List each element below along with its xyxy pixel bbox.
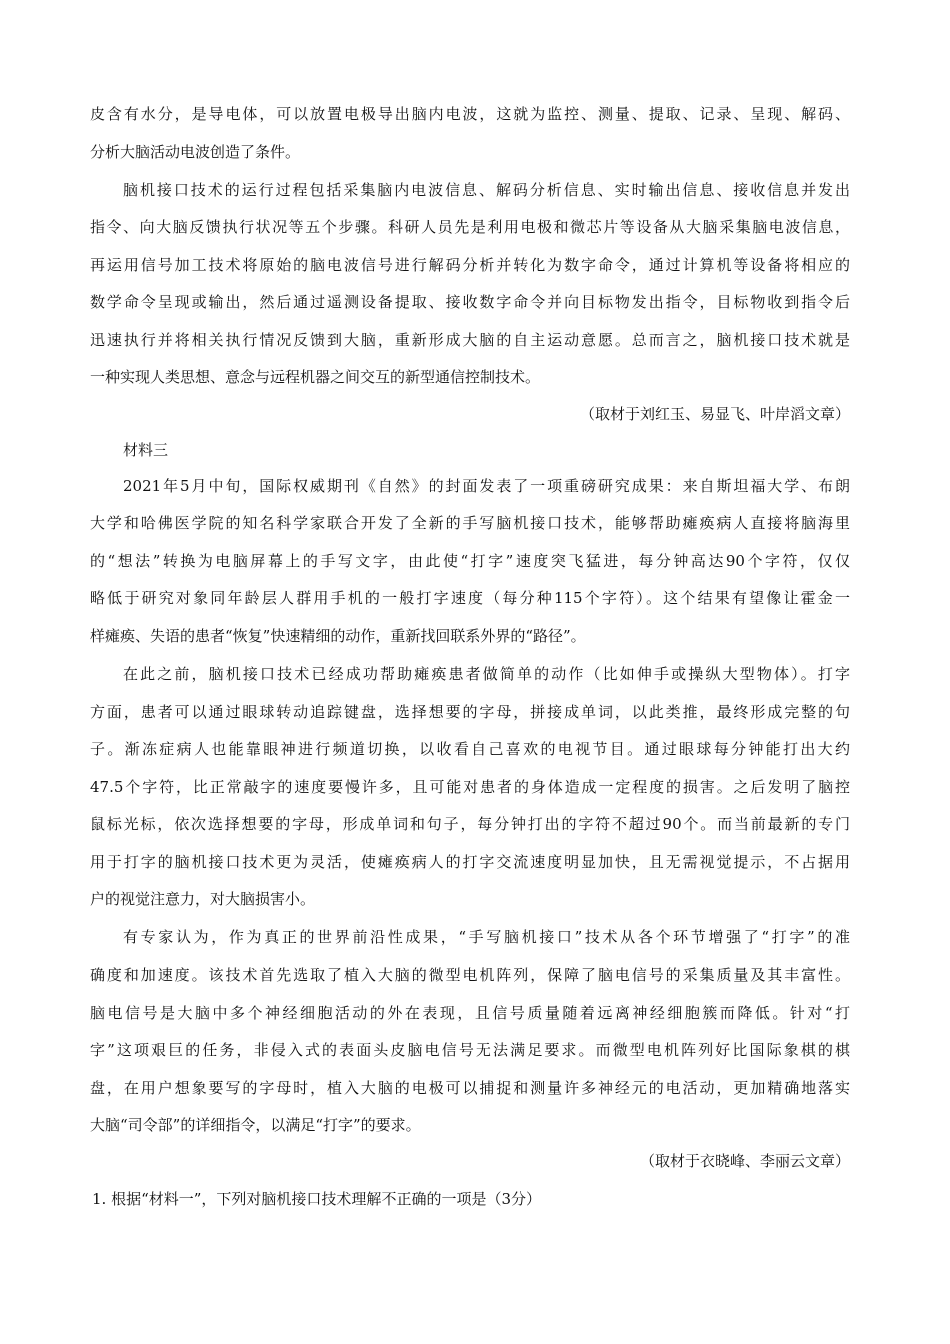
text-line: 脑电信号是大脑中多个神经细胞活动的外在表现，且信号质量随着远离神经细胞簇而降低。针对“打 [90,1004,850,1022]
text-line: 字”这项艰巨的任务，非侵入式的表面头皮脑电信号无法满足要求。而微型电机阵列好比国际象棋的棋 [90,1041,850,1059]
text-line: 的“想法”转换为电脑屏幕上的手写文字，由此使“打字”速度突飞猛进，每分钟高达90个字符，仅仅 [90,552,850,570]
text-line: 皮含有水分，是导电体，可以放置电极导出脑内电波，这就为监控、测量、提取、记录、呈现、解码、 [90,105,850,123]
question-text-end: 的一项是（3分） [426,1190,541,1208]
text-line: 47.5个字符，比正常敲字的速度要慢许多，且可能对患者的身体造成一定程度的损害。之后发明了脑控 [90,778,850,796]
text-line: 在此之前，脑机接口技术已经成功帮助瘫痪患者做简单的动作（比如伸手或操纵大型物体）。打字 [123,665,850,683]
text-line: 户的视觉注意力，对大脑损害小。 [90,890,316,908]
text-line: 子。渐冻症病人也能靠眼神进行频道切换，以收看自己喜欢的电视节目。通过眼球每分钟能打出大约 [90,740,850,758]
text-line: 有专家认为，作为真正的世界前沿性成果，“手写脑机接口”技术从各个环节增强了“打字”的准 [123,928,850,946]
text-line: 指令、向大脑反馈执行状况等五个步骤。科研人员先是利用电极和微芯片等设备从大脑采集脑电波信息， [90,218,850,236]
question-line [92,1189,852,1211]
text-line: 大学和哈佛医学院的知名科学家联合开发了全新的手写脑机接口技术，能够帮助瘫痪病人直接将脑海里 [90,514,850,532]
text-line: 确度和加速度。该技术首先选取了植入大脑的微型电机阵列，保障了脑电信号的采集质量及其丰富性。 [90,966,850,984]
text-line: 用于打字的脑机接口技术更为灵活，使瘫痪病人的打字交流速度明显加快，且无需视觉提示，不占据用 [90,853,850,871]
question-number: 1. [92,1190,107,1208]
text-line: 样瘫痪、失语的患者“恢复”快速精细的动作，重新找回联系外界的“路径”。 [90,627,586,645]
text-line: 再运用信号加工技术将原始的脑电波信号进行解码分析并转化为数字命令，通过计算机等设备将相应的 [90,256,850,274]
question-text: 根据“材料一”，下列对脑机接口技术理解 [111,1190,382,1208]
text-line: 略低于研究对象同年龄层人群用手机的一般打字速度（每分种115个字符）。这个结果有望像让霍金一 [90,589,850,607]
source-attribution: （取材于刘红玉、易显飞、叶岸滔文章） [579,405,850,423]
text-line: 鼠标光标，依次选择想要的字母，形成单词和句子，每分钟打出的字符不超过90个。而当前最新的专门 [90,815,850,833]
text-line: 大脑“司令部”的详细指令，以满足“打字”的要求。 [90,1116,421,1134]
text-line: 脑机接口技术的运行过程包括采集脑内电波信息、解码分析信息、实时输出信息、接收信息并发出 [123,181,850,199]
text-line: 盘，在用户想象要写的字母时，植入大脑的电极可以捕捉和测量许多神经元的电活动，更加精确地落实 [90,1079,850,1097]
question-emphasis: ••• 不正确 [381,1189,426,1209]
source-attribution: （取材于衣晓峰、李丽云文章） [639,1152,850,1170]
text-line: 一种实现人类思想、意念与远程机器之间交互的新型通信控制技术。 [90,368,541,386]
text-line: 方面，患者可以通过眼球转动追踪键盘，选择想要的字母，拼接成单词，以此类推，最终形成完整的句 [90,703,850,721]
text-line: 分析大脑活动电波创造了条件。 [90,143,301,161]
section-heading: 材料三 [123,441,169,459]
text-line: 数学命令呈现或输出，然后通过遥测设备提取、接收数字命令并向目标物发出指令，目标物收到指令后 [90,293,850,311]
text-line: 迅速执行并将相关执行情况反馈到大脑，重新形成大脑的自主运动意愿。总而言之，脑机接口技术就是 [90,331,850,349]
text-line: 2021年5月中旬，国际权威期刊《自然》的封面发表了一项重磅研究成果：来自斯坦福大学、布朗 [123,477,850,495]
